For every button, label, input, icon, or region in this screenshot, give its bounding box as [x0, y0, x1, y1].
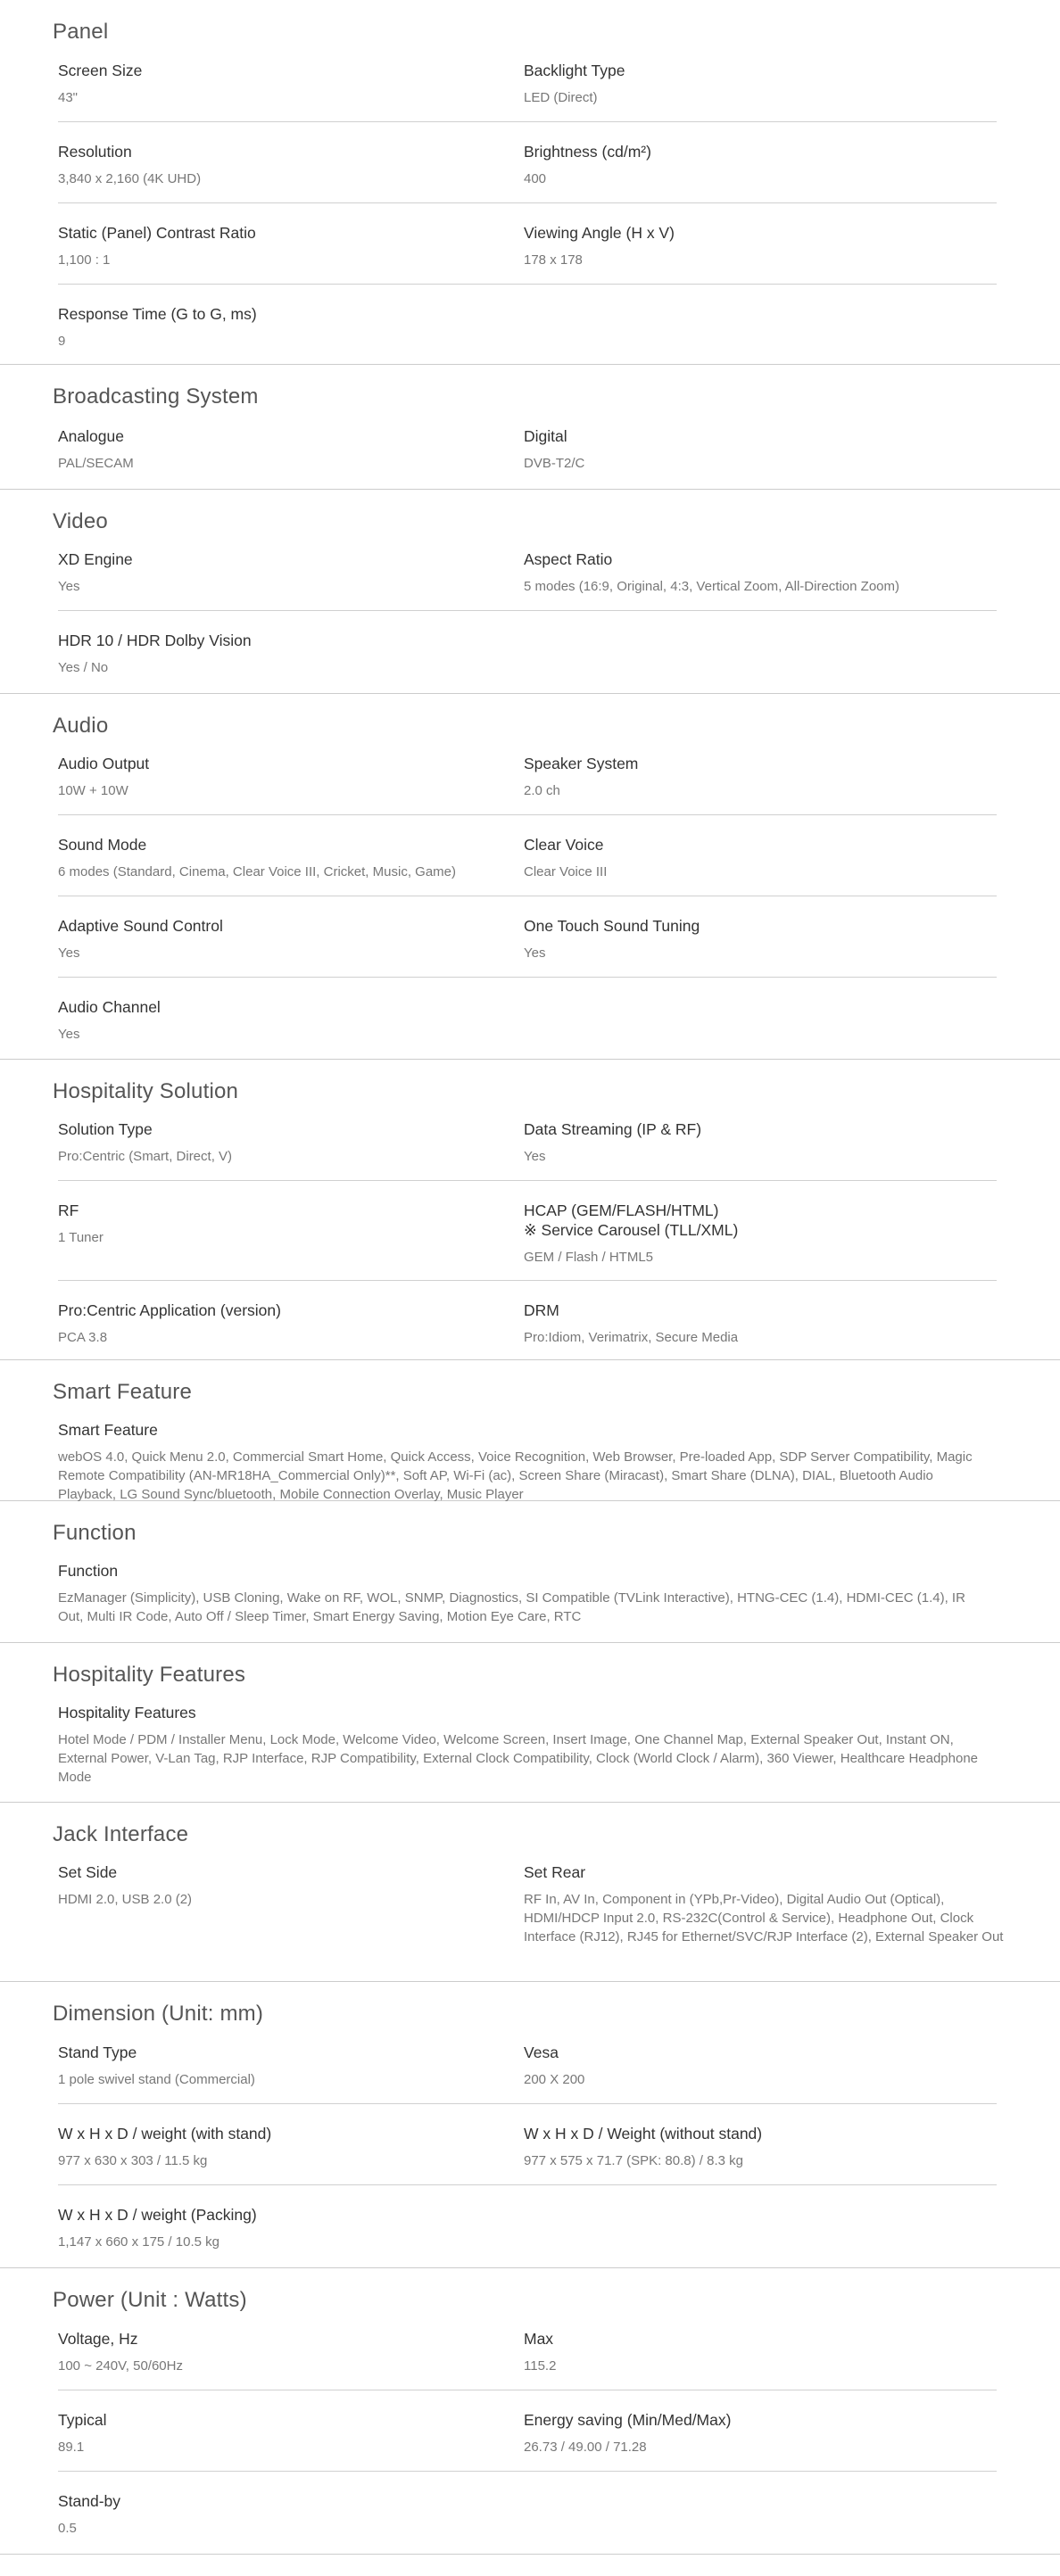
- spec-value: Clear Voice III: [524, 864, 608, 879]
- spec-value: Hotel Mode / PDM / Installer Menu, Lock Mode, Welcome Video, Welcome Screen, Insert Image, One Channel Map, External Speaker Out, Instant ON, External Power, V-Lan Tag, RJP Interface, RJP Compatibility, External Clock Compatibility, Clock (World Clock / Alarm), 360 Viewer, Healthcare Headphone Mode: [58, 1732, 979, 1785]
- spec-label: Smart Feature: [58, 1421, 158, 1439]
- spec-screen-size: [58, 61, 531, 107]
- spec-value: 9: [58, 334, 66, 349]
- spec-label: Digital: [524, 427, 567, 445]
- spec-label: Brightness (cd/m²): [524, 143, 651, 161]
- row-divider: [58, 814, 997, 815]
- spec-brightness: [524, 142, 1006, 188]
- section-jack-interface: [0, 1803, 1060, 1982]
- spec-label: Function: [58, 1562, 119, 1580]
- spec-label: DRM: [524, 1301, 559, 1319]
- spec-stand-type: [58, 2043, 531, 2089]
- section-video: [0, 490, 1060, 694]
- spec-power-typical: [58, 2410, 531, 2456]
- spec-hospitality-features: [58, 1703, 986, 1787]
- spec-dimension-packing: [58, 2205, 531, 2251]
- spec-response-time: [58, 304, 531, 351]
- spec-value: 3,840 x 2,160 (4K UHD): [58, 171, 202, 186]
- spec-label: One Touch Sound Tuning: [524, 917, 700, 935]
- row-divider: [58, 2184, 997, 2185]
- spec-value: 1,100 : 1: [58, 252, 111, 268]
- spec-label: Data Streaming (IP & RF): [524, 1120, 702, 1138]
- spec-function: [58, 1561, 986, 1626]
- spec-label: Response Time (G to G, ms): [58, 305, 257, 323]
- spec-value: 5 modes (16:9, Original, 4:3, Vertical Zoom, All-Direction Zoom): [524, 579, 899, 594]
- spec-data-streaming: [524, 1119, 1006, 1166]
- spec-value: Yes / No: [58, 660, 109, 675]
- spec-value: 0.5: [58, 2521, 77, 2536]
- spec-dimension-without-stand: [524, 2124, 1006, 2170]
- spec-rf: [58, 1201, 531, 1247]
- spec-value: Yes: [524, 1149, 546, 1164]
- spec-value: Pro:Centric (Smart, Direct, V): [58, 1149, 233, 1164]
- spec-value: 115.2: [524, 2358, 557, 2374]
- spec-label: Stand-by: [58, 2492, 121, 2510]
- row-divider: [58, 610, 997, 611]
- spec-label: Solution Type: [58, 1120, 153, 1138]
- section-title: Video: [53, 509, 108, 533]
- spec-value: Yes: [58, 579, 80, 594]
- spec-backlight-type: [524, 61, 1006, 107]
- spec-label: Hospitality Features: [58, 1704, 196, 1721]
- spec-label: Clear Voice: [524, 836, 604, 854]
- spec-smart-feature: [58, 1420, 986, 1504]
- spec-value: 89.1: [58, 2440, 85, 2455]
- section-function: [0, 1501, 1060, 1643]
- spec-value: PAL/SECAM: [58, 456, 134, 471]
- spec-audio-output: [58, 754, 531, 800]
- spec-label: W x H x D / Weight (without stand): [524, 2125, 763, 2143]
- spec-clear-voice: [524, 835, 1006, 881]
- spec-one-touch-sound-tuning: [524, 916, 1006, 962]
- spec-label: Set Rear: [524, 1863, 586, 1881]
- spec-value: 178 x 178: [524, 252, 583, 268]
- row-divider: [58, 1280, 997, 1281]
- spec-value: 2.0 ch: [524, 783, 560, 798]
- spec-value: 1 Tuner: [58, 1230, 104, 1245]
- spec-label: Static (Panel) Contrast Ratio: [58, 224, 256, 242]
- spec-label: RF: [58, 1201, 79, 1219]
- section-title: Function: [53, 1521, 137, 1545]
- spec-value: 43": [58, 90, 79, 105]
- row-divider: [58, 284, 997, 285]
- spec-value: Yes: [524, 945, 546, 961]
- row-divider: [58, 2471, 997, 2472]
- spec-audio-channel: [58, 997, 531, 1044]
- spec-label: HDR 10 / HDR Dolby Vision: [58, 632, 252, 649]
- row-divider: [58, 121, 997, 122]
- spec-value: DVB-T2/C: [524, 456, 585, 471]
- spec-dimension-with-stand: [58, 2124, 531, 2170]
- spec-value: 400: [524, 171, 547, 186]
- spec-analogue: [58, 426, 531, 473]
- section-title: Broadcasting System: [53, 384, 259, 409]
- spec-value: 977 x 630 x 303 / 11.5 kg: [58, 2153, 208, 2168]
- section-hospitality-solution: [0, 1060, 1060, 1360]
- spec-label: XD Engine: [58, 550, 133, 568]
- spec-value: GEM / Flash / HTML5: [524, 1250, 654, 1265]
- spec-sound-mode: [58, 835, 531, 881]
- spec-value: 1,147 x 660 x 175 / 10.5 kg: [58, 2234, 219, 2250]
- spec-standby: [58, 2491, 531, 2538]
- spec-value: 1 pole swivel stand (Commercial): [58, 2072, 255, 2087]
- spec-value: 977 x 575 x 71.7 (SPK: 80.8) / 8.3 kg: [524, 2153, 743, 2168]
- spec-value: Yes: [58, 1027, 80, 1042]
- section-title: Dimension (Unit: mm): [53, 2002, 264, 2026]
- spec-aspect-ratio: [524, 549, 1006, 596]
- spec-label: Stand Type: [58, 2043, 137, 2061]
- spec-value: 26.73 / 49.00 / 71.28: [524, 2440, 647, 2455]
- row-divider: [58, 1180, 997, 1181]
- section-dimension: [0, 1982, 1060, 2268]
- spec-label: Speaker System: [524, 755, 639, 772]
- spec-procentric-application: [58, 1300, 531, 1347]
- spec-label: Analogue: [58, 427, 124, 445]
- spec-hcap: [524, 1201, 1006, 1267]
- spec-label: Resolution: [58, 143, 132, 161]
- spec-power-max: [524, 2329, 1006, 2375]
- spec-value: LED (Direct): [524, 90, 598, 105]
- row-divider: [58, 2103, 997, 2104]
- spec-label: Energy saving (Min/Med/Max): [524, 2411, 732, 2429]
- spec-label: Max: [524, 2330, 554, 2348]
- spec-solution-type: [58, 1119, 531, 1166]
- spec-label: Audio Output: [58, 755, 150, 772]
- spec-value: webOS 4.0, Quick Menu 2.0, Commercial Smart Home, Quick Access, Voice Recognition, Web Browser, Pre-loaded App, SDP Server Compatibility, Magic Remote Compatibility (AN-MR18HA_Commercial Only)**, Soft AP, Wi-Fi (ac), Screen Share (Miracast), Smart Share (DLNA), DIAL, Bluetooth Audio Playback, LG Sound Sync/bluetooth, Mobile Connection Overlay, Music Player: [58, 1449, 973, 1502]
- spec-value: Pro:Idiom, Verimatrix, Secure Media: [524, 1330, 739, 1345]
- section-broadcasting-system: [0, 365, 1060, 490]
- spec-adaptive-sound-control: [58, 916, 531, 962]
- spec-label: Audio Channel: [58, 998, 161, 1016]
- spec-label: W x H x D / weight (Packing): [58, 2206, 257, 2224]
- spec-value: RF In, AV In, Component in (YPb,Pr-Video), Digital Audio Out (Optical), HDMI/HDCP Input 2.0, RS-232C(Control & Service), Headphone Out, Clock Interface (RJ12), RJ45 for Ethernet/SVC/RJP Interface (2), External Speaker Out: [524, 1892, 1004, 1944]
- spec-label: Sound Mode: [58, 836, 147, 854]
- spec-label: Vesa: [524, 2043, 559, 2061]
- spec-contrast-ratio: [58, 223, 531, 269]
- spec-vesa: [524, 2043, 1006, 2089]
- spec-label: W x H x D / weight (with stand): [58, 2125, 272, 2143]
- spec-label: Adaptive Sound Control: [58, 917, 223, 935]
- spec-label: HCAP (GEM/FLASH/HTML) ※ Service Carousel (TLL/XML): [524, 1201, 739, 1239]
- spec-value: Yes: [58, 945, 80, 961]
- spec-resolution: [58, 142, 531, 188]
- spec-set-side: [58, 1862, 531, 1909]
- section-smart-feature: [0, 1360, 1060, 1501]
- spec-value: EzManager (Simplicity), USB Cloning, Wake on RF, WOL, SNMP, Diagnostics, SI Compatible (TVLink Interactive), HTNG-CEC (1.4), HDMI-CEC (1.4), IR Out, Multi IR Code, Auto Off / Sleep Timer, Smart Energy Saving, Motion Eye Care, RTC: [58, 1590, 965, 1624]
- spec-label: Aspect Ratio: [524, 550, 613, 568]
- section-hospitality-features: [0, 1643, 1060, 1803]
- spec-label: Pro:Centric Application (version): [58, 1301, 281, 1319]
- section-title: Panel: [53, 20, 109, 44]
- spec-value: 10W + 10W: [58, 783, 128, 798]
- section-title: Smart Feature: [53, 1380, 192, 1404]
- spec-value: HDMI 2.0, USB 2.0 (2): [58, 1892, 193, 1907]
- section-title: Audio: [53, 714, 109, 738]
- section-title: Power (Unit : Watts): [53, 2288, 247, 2312]
- section-audio: [0, 694, 1060, 1060]
- spec-value: PCA 3.8: [58, 1330, 108, 1345]
- spec-label: Backlight Type: [524, 62, 625, 79]
- spec-label: Screen Size: [58, 62, 143, 79]
- section-title: Jack Interface: [53, 1822, 189, 1846]
- spec-set-rear: [524, 1862, 1006, 1946]
- section-power: [0, 2268, 1060, 2555]
- spec-label: Set Side: [58, 1863, 118, 1881]
- spec-value: 100 ~ 240V, 50/60Hz: [58, 2358, 183, 2374]
- section-title: Hospitality Features: [53, 1663, 246, 1687]
- spec-digital: [524, 426, 1006, 473]
- spec-energy-saving: [524, 2410, 1006, 2456]
- spec-label: Voltage, Hz: [58, 2330, 138, 2348]
- spec-drm: [524, 1300, 1006, 1347]
- spec-value: 6 modes (Standard, Cinema, Clear Voice III, Cricket, Music, Game): [58, 864, 456, 879]
- spec-label: Typical: [58, 2411, 107, 2429]
- spec-hdr: [58, 631, 531, 677]
- spec-value: 200 X 200: [524, 2072, 585, 2087]
- row-divider: [58, 977, 997, 978]
- spec-voltage: [58, 2329, 531, 2375]
- section-panel: [0, 0, 1060, 365]
- spec-viewing-angle: [524, 223, 1006, 269]
- spec-xd-engine: [58, 549, 531, 596]
- spec-speaker-system: [524, 754, 1006, 800]
- section-title: Hospitality Solution: [53, 1079, 239, 1103]
- row-divider: [58, 202, 997, 203]
- spec-label: Viewing Angle (H x V): [524, 224, 675, 242]
